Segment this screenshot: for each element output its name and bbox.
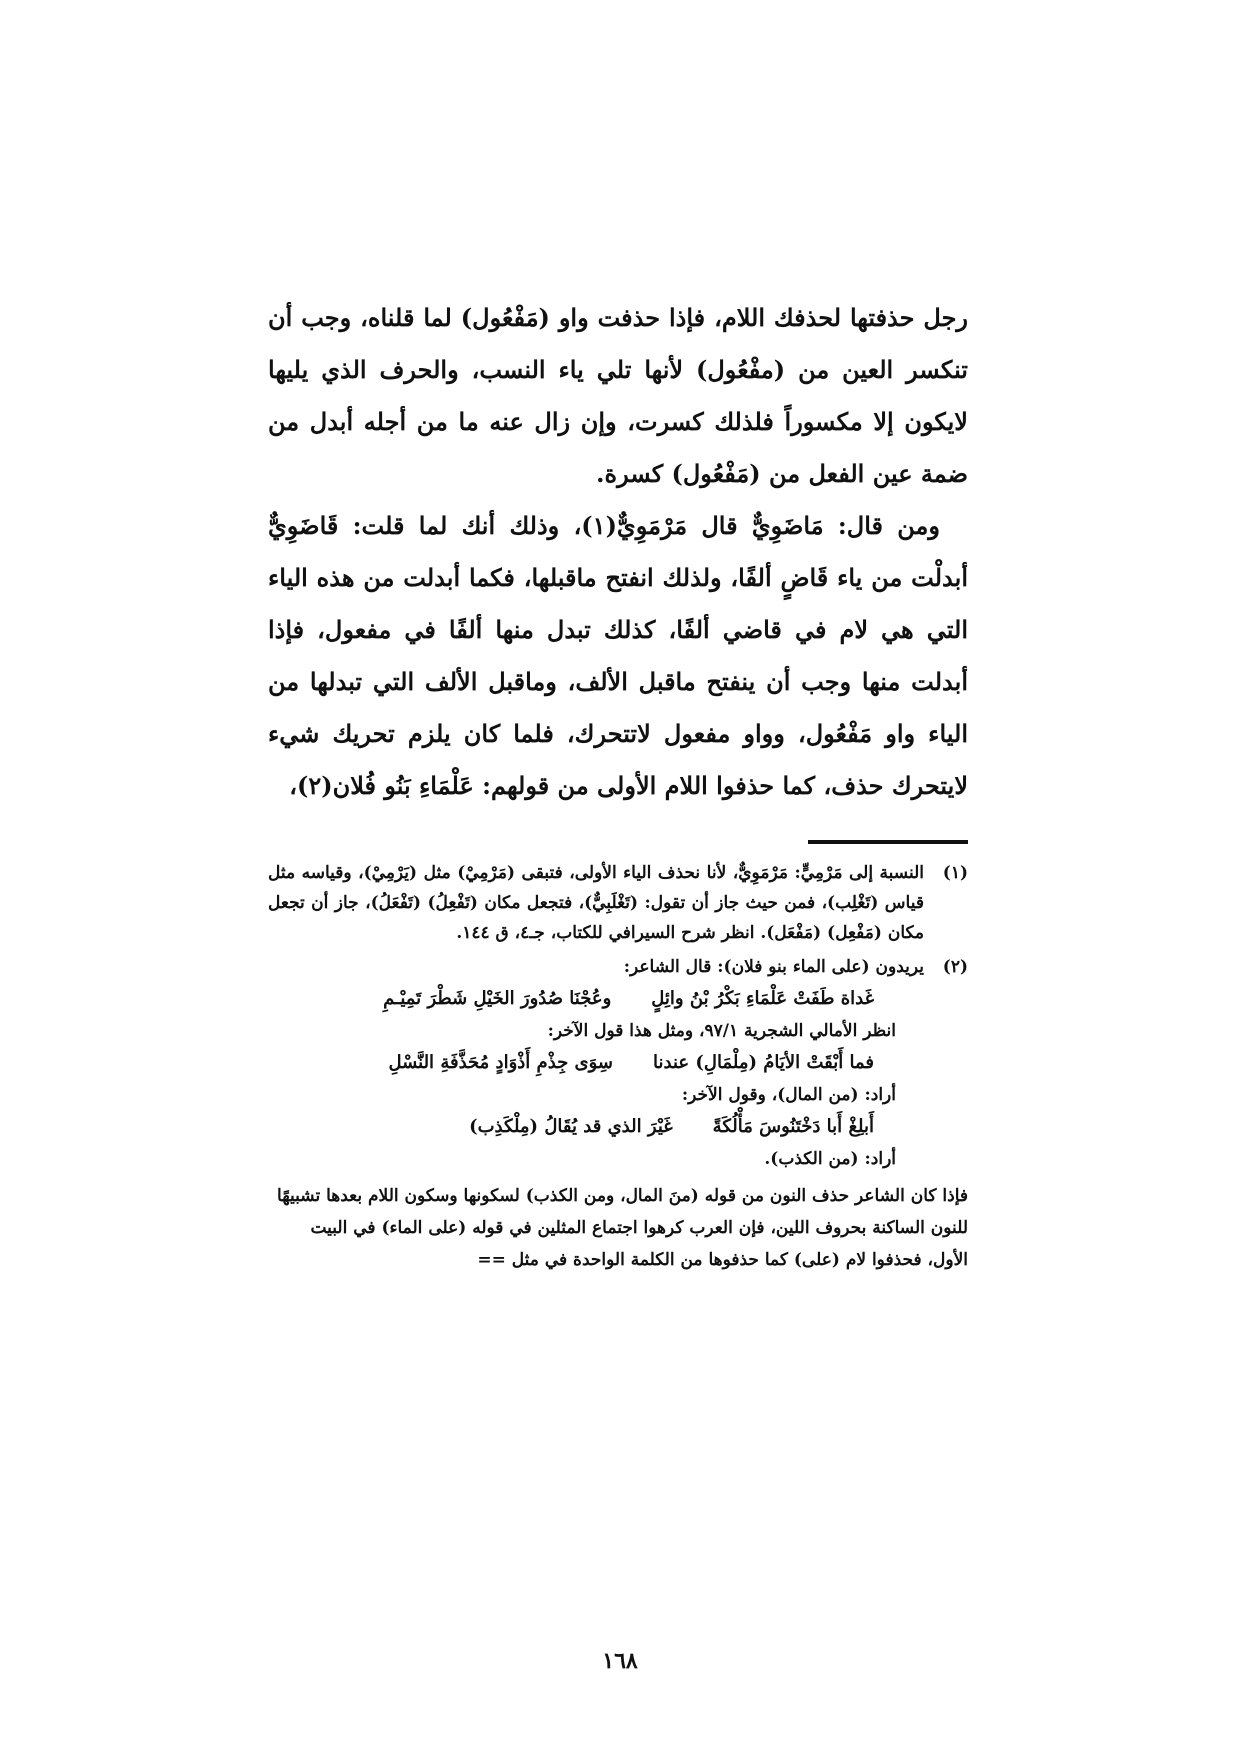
footnote-continuation: فإذا كان الشاعر حذف النون من قوله (منَ المال، ومن الكذب) لسكونها وسكون اللام بعدها تشبيهًا للنون الساكنة بحروف اللين، فإن العرب كرهوا اجتماع المثلين في قوله (على الماء) في البيت الأول، فحذفوا لام (على) كما حذفوها من الكلمة الواحدة في مثل == — [277, 1186, 968, 1270]
verse-3-second-hemistich: غَيْرَ الذي قد يُقَالُ (مِلْكَذِب) — [469, 1116, 673, 1137]
note-2: أراد: (من المال)، وقول الآخر: — [681, 1085, 896, 1105]
reference-1: انظر الأمالي الشجرية ٩٧/١، ومثل هذا قول الآخر: — [547, 1021, 896, 1041]
verse-1-second-hemistich: وعُجْنَا صُدُورَ الخَيْلِ شَطْرَ تَمِيْـمِ — [383, 988, 612, 1009]
footnote-2-intro: يريدون (على الماء بنو فلان): قال الشاعر: — [623, 957, 924, 977]
main-paragraph-2: ومن قال: مَاضَوِيٌّ قال مَرْمَوِيٌّ(١)، وذلك أنك لما قلت: قَاضَوِيٌّ أبدلْت من ياء قَاضٍ ألفًا، ولذلك انفتح ماقبلها، فكما أبدلت من هذه الياء التي هي لام في قاضي ألفًا، كذلك تبدل منها ألفًا في مفعول، فإذا أبدلت منها وجب أن ينفتح ماقبل الألف، وماقبل الألف التي تبدلها من الياء واو مَفْعُول، وواو مفعول لاتتحرك، فلما كان يلزم تحريك شيء لايتحرك حذف، كما حذفوا اللام الأولى من قولهم: عَلْمَاءِ بَنُو فُلان(٢)، — [268, 511, 968, 800]
footnote-2 — [268, 952, 968, 1174]
verse-2-second-hemistich: سِوَى جِذْمِ أَذْوَادٍ مُحَذَّفَةِ النَّسْلِ — [388, 1052, 614, 1073]
verse-2 — [268, 1046, 924, 1080]
main-paragraph-1: رجل حذفتها لحذفك اللام، فإذا حذفت واو (مَفْعُول) لما قلناه، وجب أن تنكسر العين من (مفْعُول) لأنها تلي ياء النسب، والحرف الذي يليها لايكون إلا مكسوراً فلذلك كسرت، وإن زال عنه ما من أجله أبدل من ضمة عين الفعل من (مَفْعُول) كسرة. — [268, 303, 969, 488]
verse-3 — [268, 1110, 924, 1144]
note-3: أراد: (من الكذب). — [764, 1149, 896, 1169]
page-number: ١٦٨ — [602, 1648, 638, 1674]
verse-3-first-hemistich: أَبلِغْ أَبا دَخْتَنُوسَ مَأْلُكَةً — [712, 1116, 874, 1137]
verse-1 — [268, 982, 924, 1016]
verse-1-first-hemistich: غَداة طَفَتْ عَلْمَاءِ بَكْرُ بْنُ وائِلٍ — [651, 988, 874, 1009]
footnotes-block — [268, 858, 968, 1293]
verse-2-first-hemistich: فما أَبْقَتْ الأيَامُ (مِلْمَالِ) عندنا — [653, 1052, 874, 1073]
footnote-2-body — [268, 952, 924, 1174]
footnote-1 — [268, 858, 968, 948]
main-text-block — [268, 292, 968, 812]
footnote-1-number: (١) — [942, 863, 968, 883]
footnote-divider — [808, 840, 968, 844]
footnote-2-number: (٢) — [942, 957, 968, 977]
footnote-1-text: النسبة إلى مَرْمِيٍّ: مَرْمَوِيٌّ، لأنا نحذف الياء الأولى، فتبقى (مَرْمِيْ) مثل (يَرْمِيْ)، وقياسه مثل قياس (تَغْلِب)، فمن حيث جاز أن تقول: (تَغْلَبِيٌّ)، فتجعل مكان (تَفْعِلُ) (تَفْعَلُ)، جاز أن تجعل مكان (مَفْعِل) (مَفْعَل). انظر شرح السيرافي للكتاب، جـ٤، ق ١٤٤. — [268, 863, 924, 943]
